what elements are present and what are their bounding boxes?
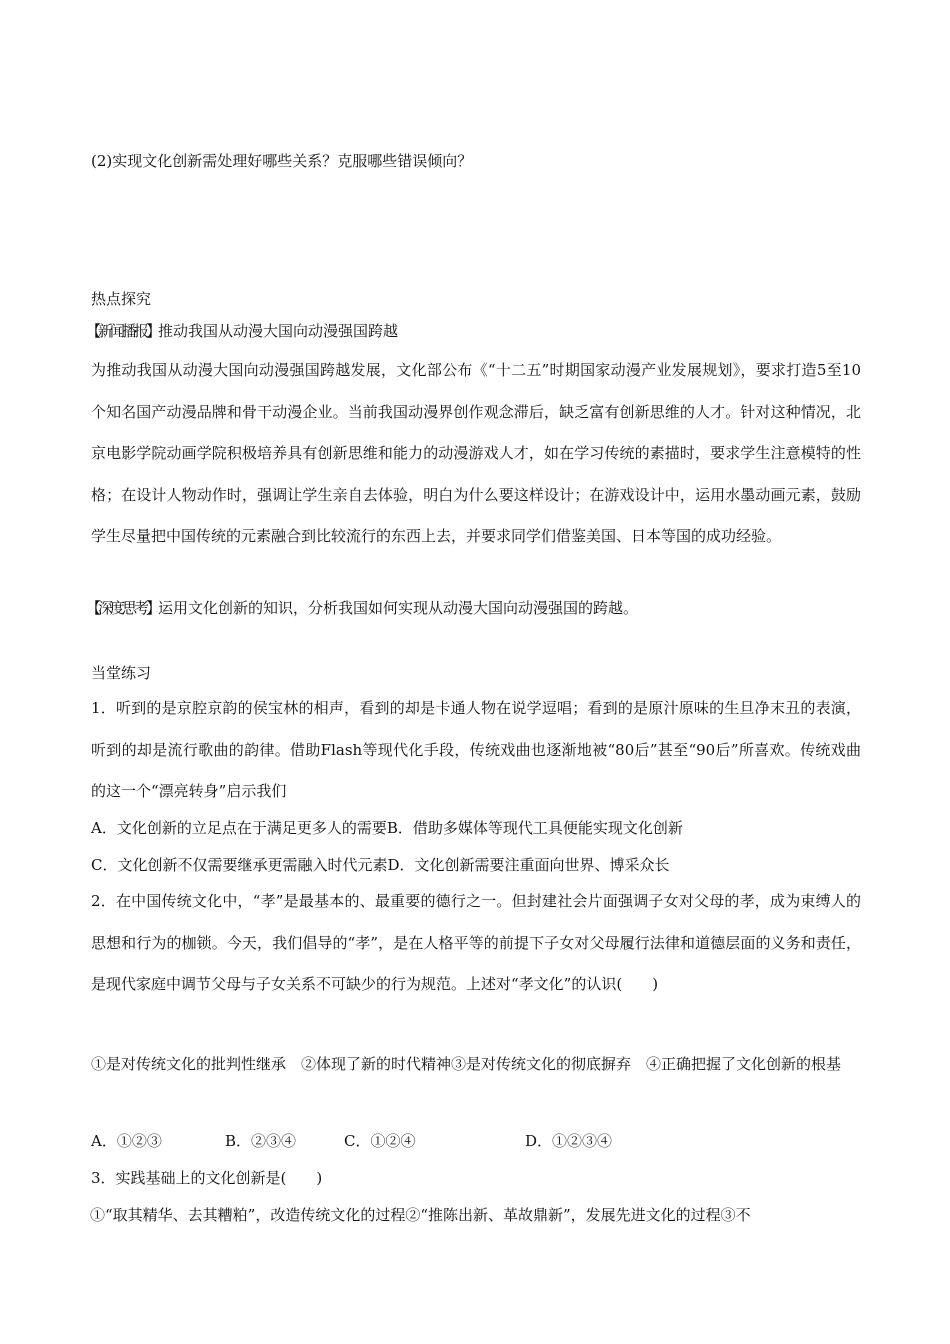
practice-heading: 当堂练习 [91, 664, 152, 682]
news-heading [86, 321, 398, 341]
think-text: 运用文化创新的知识，分析我国如何实现从动漫大国向动漫强国的跨越。 [158, 599, 639, 617]
q1-stem: 1．听到的是京腔京韵的侯宝林的相声，看到的却是卡通人物在说学逗唱；看到的是原汁原味的生旦净末丑的表演，听到的却是流行歌曲的韵律。借助Flash等现代化手段，传统戏曲也逐渐地被“80后”甚至“90后”所喜欢。传统戏曲的这一个“漂亮转身”启示我们 [91, 699, 861, 800]
q2-option-a: A．①②③ [91, 1132, 162, 1150]
q2-option-d: D．①②③④ [525, 1132, 613, 1150]
news-label: 【新闻播报】 [86, 322, 159, 340]
q1-options-ab: A．文化创新的立足点在于满足更多人的需要B．借助多媒体等现代工具便能实现文化创新 [91, 819, 683, 837]
q2-option-b: B．②③④ [225, 1132, 297, 1150]
q3-stem: 3．实践基础上的文化创新是( ) [91, 1169, 323, 1187]
deep-think [86, 598, 638, 618]
q2-stem: 2．在中国传统文化中，“孝”是最基本的、最重要的德行之一。但封建社会片面强调子女对父母的孝，成为束缚人的思想和行为的枷锁。今天，我们倡导的“孝”，是在人格平等的前提下子女对父母履行法律和道德层面的义务和责任，是现代家庭中调节父母与子女关系不可缺少的行为规范。上述对“孝文化”的认识( ) [91, 892, 861, 993]
q1-options-cd: C．文化创新不仅需要继承更需融入时代元素D．文化创新需要注重面向世界、博采众长 [91, 856, 670, 874]
news-title: 推动我国从动漫大国向动漫强国跨越 [158, 322, 399, 340]
news-body: 为推动我国从动漫大国向动漫强国跨越发展，文化部公布《“十二五”时期国家动漫产业发展规划》，要求打造5至10个知名国产动漫品牌和骨干动漫企业。当前我国动漫界创作观念滞后，缺乏富有创新思维的人才。针对这种情况，北京电影学院动画学院积极培养具有创新思维和能力的动漫游戏人才，如在学习传统的素描时，要求学生注意模特的性格；在设计人物动作时，强调让学生亲自去体验，明白为什么要这样设计；在游戏设计中，运用水墨动画元素，鼓励学生尽量把中国传统的元素融合到比较流行的东西上去，并要求同学们借鉴美国、日本等国的成功经验。 [91, 361, 861, 545]
q2-items: ①是对传统文化的批判性继承 ②体现了新的时代精神③是对传统文化的彻底摒弃 ④正确把握了文化创新的根基 [91, 1055, 842, 1073]
hot-topic-heading: 热点探究 [91, 290, 152, 308]
q2-option-c: C．①②④ [344, 1132, 416, 1150]
think-label: 【深度思考】 [86, 599, 159, 617]
question-2-text: (2)实现文化创新需处理好哪些关系？克服哪些错误倾向？ [91, 152, 473, 170]
q3-items: ①“取其精华、去其糟粕”，改造传统文化的过程②“推陈出新、革故鼎新”，发展先进文化的过程③不 [90, 1206, 751, 1224]
q2-options [91, 1131, 861, 1151]
